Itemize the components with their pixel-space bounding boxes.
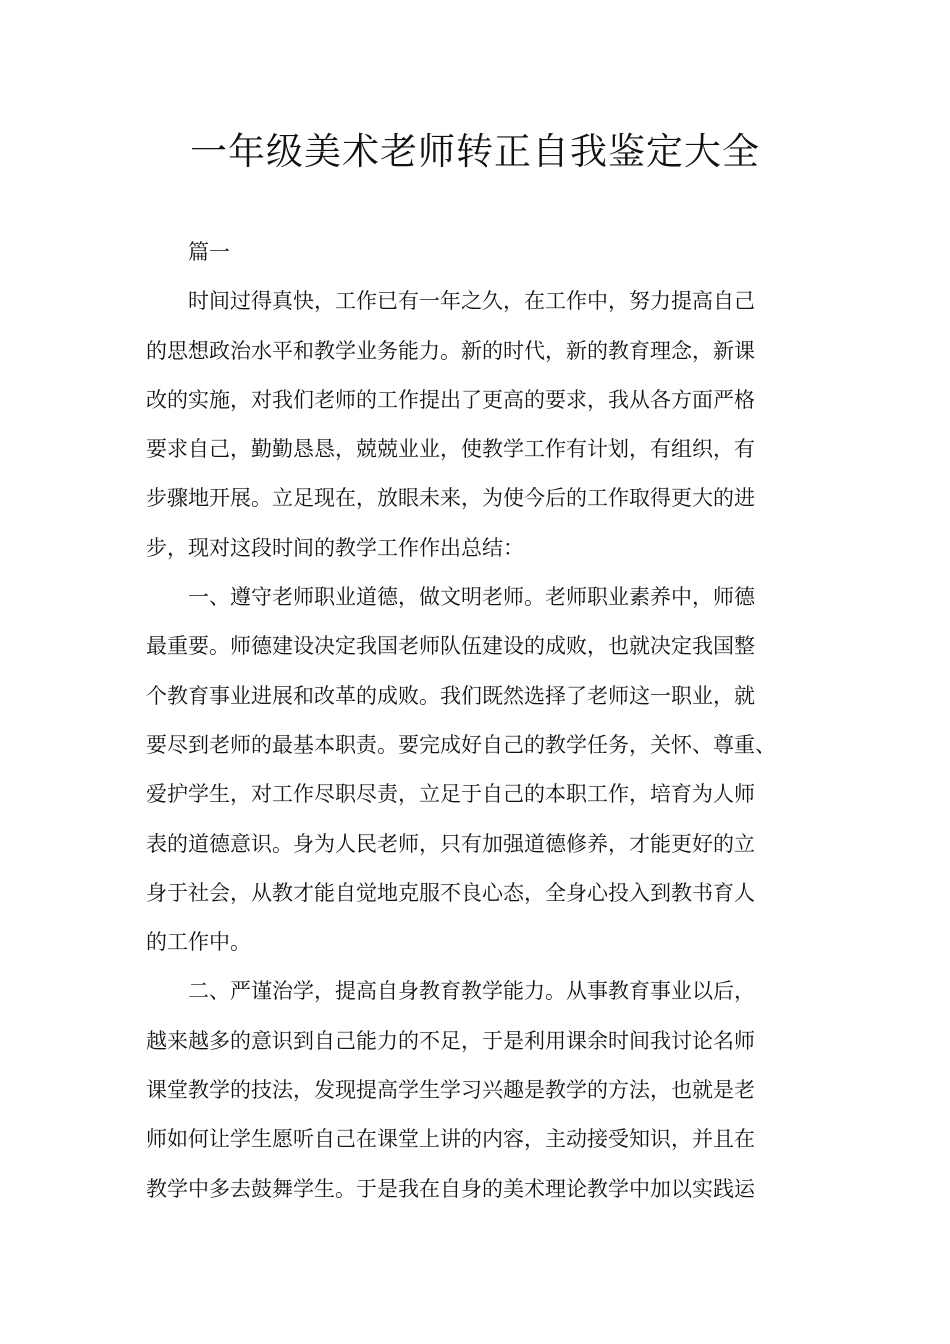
text-line: 越来越多的意识到自己能力的不足，于是利用课余时间我讨论名师 xyxy=(146,1028,755,1053)
text-line: 爱护学生，对工作尽职尽责，立足于自己的本职工作，培育为人师 xyxy=(146,782,755,807)
text-line: 表的道德意识。身为人民老师，只有加强道德修养，才能更好的立 xyxy=(146,831,755,856)
document-title: 一年级美术老师转正自我鉴定大全 xyxy=(190,130,760,173)
text-line: 要尽到老师的最基本职责。要完成好自己的教学任务，关怀、尊重、 xyxy=(146,732,776,757)
text-line: 教学中多去鼓舞学生。于是我在自身的美术理论教学中加以实践运 xyxy=(146,1176,755,1201)
text-line: 时间过得真快，工作已有一年之久，在工作中，努力提高自己 xyxy=(188,289,755,314)
text-line: 要求自己，勤勤恳恳，兢兢业业，使教学工作有计划，有组织，有 xyxy=(146,437,755,462)
document-body xyxy=(146,228,810,1214)
text-line: 最重要。师德建设决定我国老师队伍建设的成败，也就决定我国整 xyxy=(146,634,755,659)
text-line: 课堂教学的技法，发现提高学生学习兴趣是教学的方法，也就是老 xyxy=(146,1078,755,1103)
text-line: 师如何让学生愿听自己在课堂上讲的内容，主动接受知识，并且在 xyxy=(146,1127,755,1152)
text-line: 二、严谨治学，提高自身教育教学能力。从事教育事业以后， xyxy=(188,979,755,1004)
text-line: 一、遵守老师职业道德，做文明老师。老师职业素养中，师德 xyxy=(188,585,755,610)
text-line: 的思想政治水平和教学业务能力。新的时代，新的教育理念，新课 xyxy=(146,338,755,363)
text-line: 的工作中。 xyxy=(146,930,251,955)
text-line: 个教育事业进展和改革的成败。我们既然选择了老师这一职业，就 xyxy=(146,683,755,708)
text-line: 身于社会，从教才能自觉地克服不良心态，全身心投入到教书育人 xyxy=(146,880,755,905)
text-line: 篇一 xyxy=(188,240,230,264)
text-line: 步，现对这段时间的教学工作作出总结： xyxy=(146,535,524,560)
text-line: 步骤地开展。立足现在，放眼未来，为使今后的工作取得更大的进 xyxy=(146,486,755,511)
text-line: 改的实施，对我们老师的工作提出了更高的要求，我从各方面严格 xyxy=(146,387,755,412)
